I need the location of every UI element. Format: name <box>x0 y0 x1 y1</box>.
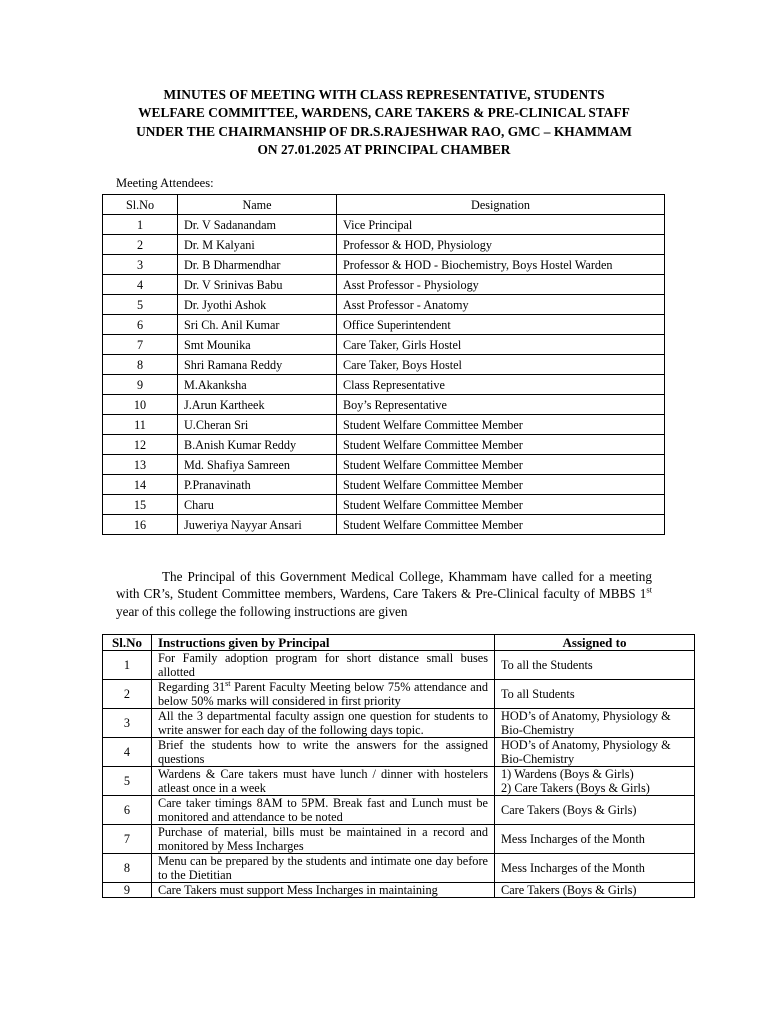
attendee-designation: Vice Principal <box>337 215 665 235</box>
attendee-slno: 6 <box>103 315 178 335</box>
attendee-row <box>103 515 665 535</box>
attendee-designation: Professor & HOD, Physiology <box>337 235 665 255</box>
attendee-row <box>103 255 665 275</box>
intro-sup: st <box>646 584 652 595</box>
instruction-assigned <box>495 738 695 767</box>
attendee-name: Sri Ch. Anil Kumar <box>178 315 337 335</box>
attendee-row <box>103 375 665 395</box>
title-line-2: WELFARE COMMITTEE, WARDENS, CARE TAKERS & PRE-CLINICAL STAFF <box>138 105 630 121</box>
attendee-name: Charu <box>178 495 337 515</box>
instruction-row <box>103 767 695 796</box>
attendee-row <box>103 335 665 355</box>
instruction-row <box>103 854 695 883</box>
attendee-name: Juweriya Nayyar Ansari <box>178 515 337 535</box>
attendee-row <box>103 395 665 415</box>
assigned-line: HOD’s of Anatomy, Physiology & Bio-Chemistry <box>501 738 671 766</box>
instruction-assigned <box>495 767 695 796</box>
attendee-slno: 5 <box>103 295 178 315</box>
instruction-slno: 9 <box>103 883 152 898</box>
instruction-assigned <box>495 709 695 738</box>
title-line-4: ON 27.01.2025 AT PRINCIPAL CHAMBER <box>257 141 511 157</box>
assigned-line: Care Takers (Boys & Girls) <box>501 803 637 817</box>
attendee-row <box>103 475 665 495</box>
instruction-slno: 3 <box>103 709 152 738</box>
attendee-name: Shri Ramana Reddy <box>178 355 337 375</box>
attendee-slno: 4 <box>103 275 178 295</box>
attendee-name: P.Pranavinath <box>178 475 337 495</box>
attendee-slno: 1 <box>103 215 178 235</box>
instruction-text <box>152 709 495 738</box>
attendee-designation: Asst Professor - Anatomy <box>337 295 665 315</box>
attendee-designation: Office Superintendent <box>337 315 665 335</box>
attendee-name: Md. Shafiya Samreen <box>178 455 337 475</box>
attendee-row <box>103 315 665 335</box>
instruction-assigned <box>495 651 695 680</box>
instruction-row <box>103 883 695 898</box>
instruction-text <box>152 854 495 883</box>
attendee-name: Dr. B Dharmendhar <box>178 255 337 275</box>
instruction-text-part: Regarding 31 <box>158 680 226 694</box>
attendee-designation: Student Welfare Committee Member <box>337 435 665 455</box>
assigned-line: HOD’s of Anatomy, Physiology & Bio-Chemistry <box>501 709 671 737</box>
attendee-name: Dr. V Sadanandam <box>178 215 337 235</box>
attendee-designation: Care Taker, Girls Hostel <box>337 335 665 355</box>
instruction-text-part: Wardens & Care takers must have lunch / dinner with hostelers atleast once in a week <box>158 767 488 795</box>
instruction-text <box>152 883 495 898</box>
attendee-designation: Boy’s Representative <box>337 395 665 415</box>
attendee-designation: Student Welfare Committee Member <box>337 455 665 475</box>
instruction-slno: 2 <box>103 680 152 709</box>
document-title <box>90 86 678 159</box>
attendee-name: Dr. V Srinivas Babu <box>178 275 337 295</box>
instruction-row <box>103 680 695 709</box>
attendee-row <box>103 355 665 375</box>
attendee-name: Dr. M Kalyani <box>178 235 337 255</box>
attendee-slno: 14 <box>103 475 178 495</box>
attendee-slno: 2 <box>103 235 178 255</box>
attendee-slno: 7 <box>103 335 178 355</box>
intro-text: The Principal of this Government Medical College, Khammam have called for a meeting with CR’s, Student Committee members, Wardens, Care Takers & Pre-Clinical faculty of MBBS 1 <box>116 569 652 602</box>
instruction-text <box>152 767 495 796</box>
instruction-text <box>152 680 495 709</box>
instruction-text-part: Care Takers must support Mess Incharges in maintaining <box>158 883 438 897</box>
instruction-text <box>152 825 495 854</box>
attendee-designation: Care Taker, Boys Hostel <box>337 355 665 375</box>
header-designation: Designation <box>337 195 665 215</box>
instruction-assigned <box>495 883 695 898</box>
attendee-slno: 10 <box>103 395 178 415</box>
attendee-designation: Professor & HOD - Biochemistry, Boys Hostel Warden <box>337 255 665 275</box>
attendee-row <box>103 235 665 255</box>
attendee-row <box>103 415 665 435</box>
attendee-designation: Asst Professor - Physiology <box>337 275 665 295</box>
assigned-line: 1) Wardens (Boys & Girls) <box>501 767 634 781</box>
instruction-text-part: Purchase of material, bills must be maintained in a record and monitored by Mess Incharges <box>158 825 488 853</box>
attendee-name: B.Anish Kumar Reddy <box>178 435 337 455</box>
attendee-slno: 13 <box>103 455 178 475</box>
attendee-row <box>103 495 665 515</box>
instruction-text-part: Parent Faculty Meeting below 75% attendance and below 50% marks will considered in first priority <box>158 680 488 708</box>
attendee-row <box>103 275 665 295</box>
assigned-line: Mess Incharges of the Month <box>501 832 645 846</box>
title-line-3: UNDER THE CHAIRMANSHIP OF DR.S.RAJESHWAR RAO, GMC – KHAMMAM <box>136 123 632 139</box>
header-instructions: Instructions given by Principal <box>152 635 495 651</box>
instruction-slno: 7 <box>103 825 152 854</box>
attendee-row <box>103 215 665 235</box>
instruction-text <box>152 796 495 825</box>
instruction-slno: 4 <box>103 738 152 767</box>
instruction-text-sup: st <box>225 678 231 688</box>
attendee-slno: 9 <box>103 375 178 395</box>
attendees-label: Meeting Attendees: <box>116 176 214 190</box>
instruction-text-part: For Family adoption program for short distance small buses allotted <box>158 651 488 679</box>
attendee-designation: Student Welfare Committee Member <box>337 495 665 515</box>
attendee-name: J.Arun Kartheek <box>178 395 337 415</box>
instruction-slno: 1 <box>103 651 152 680</box>
instructions-body <box>103 651 695 898</box>
instruction-slno: 5 <box>103 767 152 796</box>
title-line-1: MINUTES OF MEETING WITH CLASS REPRESENTATIVE, STUDENTS <box>163 87 605 102</box>
attendees-header-row <box>103 195 665 215</box>
attendee-row <box>103 455 665 475</box>
attendee-designation: Student Welfare Committee Member <box>337 415 665 435</box>
instruction-row <box>103 796 695 825</box>
instruction-text-part: All the 3 departmental faculty assign one question for students to write answer for each day of the following days topic. <box>158 709 488 737</box>
assigned-line: 2) Care Takers (Boys & Girls) <box>501 781 650 795</box>
header-slno: Sl.No <box>103 195 178 215</box>
instruction-row <box>103 651 695 680</box>
instruction-assigned <box>495 680 695 709</box>
instruction-assigned <box>495 796 695 825</box>
attendees-body <box>103 215 665 535</box>
instruction-row <box>103 825 695 854</box>
instruction-text <box>152 738 495 767</box>
instruction-assigned <box>495 854 695 883</box>
attendee-name: M.Akanksha <box>178 375 337 395</box>
attendee-row <box>103 295 665 315</box>
instruction-row <box>103 738 695 767</box>
instruction-text <box>152 651 495 680</box>
attendee-slno: 16 <box>103 515 178 535</box>
assigned-line: Mess Incharges of the Month <box>501 861 645 875</box>
attendee-slno: 3 <box>103 255 178 275</box>
instruction-assigned <box>495 825 695 854</box>
assigned-line: To all Students <box>501 687 575 701</box>
attendees-table <box>102 194 665 535</box>
attendee-slno: 11 <box>103 415 178 435</box>
attendee-slno: 12 <box>103 435 178 455</box>
attendee-designation: Student Welfare Committee Member <box>337 515 665 535</box>
intro-text-end: year of this college the following instructions are given <box>116 603 408 619</box>
header-name: Name <box>178 195 337 215</box>
header-assigned: Assigned to <box>495 635 695 651</box>
header-slno: Sl.No <box>103 635 152 651</box>
assigned-line: To all the Students <box>501 658 593 672</box>
instructions-table <box>102 634 695 898</box>
attendee-slno: 8 <box>103 355 178 375</box>
attendee-name: Dr. Jyothi Ashok <box>178 295 337 315</box>
intro-paragraph <box>116 568 652 620</box>
attendee-name: U.Cheran Sri <box>178 415 337 435</box>
instruction-slno: 6 <box>103 796 152 825</box>
attendee-row <box>103 435 665 455</box>
attendee-slno: 15 <box>103 495 178 515</box>
instruction-text-part: Brief the students how to write the answers for the assigned questions <box>158 738 488 766</box>
attendee-designation: Class Representative <box>337 375 665 395</box>
instruction-text-part: Care taker timings 8AM to 5PM. Break fast and Lunch must be monitored and attendance to be noted <box>158 796 488 824</box>
instructions-header-row <box>103 635 695 651</box>
instruction-row <box>103 709 695 738</box>
instruction-slno: 8 <box>103 854 152 883</box>
attendee-name: Smt Mounika <box>178 335 337 355</box>
instruction-text-part: Menu can be prepared by the students and intimate one day before to the Dietitian <box>158 854 488 882</box>
attendee-designation: Student Welfare Committee Member <box>337 475 665 495</box>
assigned-line: Care Takers (Boys & Girls) <box>501 883 637 897</box>
